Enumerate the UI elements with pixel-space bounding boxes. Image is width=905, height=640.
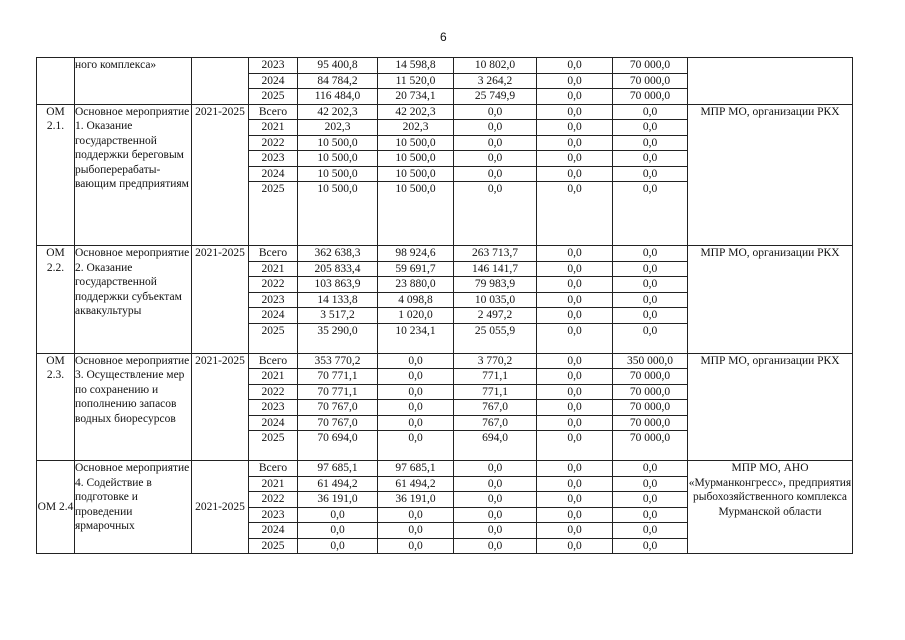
federal-budget-cell: 42 202,3	[378, 104, 454, 120]
extrabudget-cell: 350 000,0	[613, 353, 688, 369]
year-cell: Всего	[249, 461, 298, 477]
year-cell: 2024	[249, 308, 298, 324]
table-row	[37, 353, 853, 369]
local-budget-cell: 0,0	[537, 135, 613, 151]
total-cell: 84 784,2	[298, 73, 378, 89]
extrabudget-cell: 70 000,0	[613, 73, 688, 89]
total-cell: 0,0	[298, 538, 378, 554]
total-cell: 42 202,3	[298, 104, 378, 120]
extrabudget-cell: 70 000,0	[613, 58, 688, 74]
total-cell: 97 685,1	[298, 461, 378, 477]
year-cell: 2022	[249, 492, 298, 508]
measure-code-cell: ОМ 2.4	[37, 461, 75, 554]
extrabudget-cell: 70 000,0	[613, 384, 688, 400]
federal-budget-cell: 0,0	[378, 415, 454, 431]
federal-budget-cell: 98 924,6	[378, 246, 454, 262]
year-cell: 2024	[249, 415, 298, 431]
measure-period-cell: 2021-2025	[192, 246, 249, 354]
measure-name-cell: Основное мероприятие 3. Осуществление мер по сохранению и пополнению запасов водных биоресурсов	[75, 353, 192, 461]
local-budget-cell: 0,0	[537, 73, 613, 89]
measure-period-cell: 2021-2025	[192, 353, 249, 461]
regional-budget-cell: 0,0	[454, 507, 537, 523]
measure-name-cell: Основное мероприятие 2. Оказание государственной поддержки субъектам аквакультуры	[75, 246, 192, 354]
federal-budget-cell: 10 500,0	[378, 135, 454, 151]
measure-code-cell: ОМ 2.1.	[37, 104, 75, 246]
regional-budget-cell: 0,0	[454, 182, 537, 246]
year-cell: 2024	[249, 73, 298, 89]
regional-budget-cell: 771,1	[454, 369, 537, 385]
federal-budget-cell: 4 098,8	[378, 292, 454, 308]
federal-budget-cell: 59 691,7	[378, 261, 454, 277]
total-cell: 116 484,0	[298, 89, 378, 105]
federal-budget-cell: 10 500,0	[378, 182, 454, 246]
extrabudget-cell: 0,0	[613, 277, 688, 293]
year-cell: Всего	[249, 246, 298, 262]
federal-budget-cell: 10 500,0	[378, 166, 454, 182]
total-cell: 10 500,0	[298, 166, 378, 182]
executor-cell: МПР МО, организации РКХ	[688, 246, 853, 354]
page-number: 6	[440, 30, 447, 44]
year-cell: 2023	[249, 507, 298, 523]
table-row	[37, 104, 853, 120]
federal-budget-cell: 10 500,0	[378, 151, 454, 167]
extrabudget-cell: 0,0	[613, 166, 688, 182]
measure-name-cell: ного комплекса»	[75, 58, 192, 105]
table-row	[37, 461, 853, 477]
local-budget-cell: 0,0	[537, 538, 613, 554]
local-budget-cell: 0,0	[537, 523, 613, 539]
extrabudget-cell: 0,0	[613, 476, 688, 492]
executor-cell: МПР МО, организации РКХ	[688, 353, 853, 461]
measure-period-cell	[192, 58, 249, 105]
measure-code-cell: ОМ 2.2.	[37, 246, 75, 354]
extrabudget-cell: 0,0	[613, 104, 688, 120]
year-cell: 2025	[249, 323, 298, 353]
extrabudget-cell: 0,0	[613, 292, 688, 308]
executor-cell	[688, 58, 853, 105]
local-budget-cell: 0,0	[537, 400, 613, 416]
extrabudget-cell: 0,0	[613, 151, 688, 167]
regional-budget-cell: 79 983,9	[454, 277, 537, 293]
regional-budget-cell: 694,0	[454, 431, 537, 461]
total-cell: 70 771,1	[298, 369, 378, 385]
local-budget-cell: 0,0	[537, 292, 613, 308]
year-cell: 2022	[249, 277, 298, 293]
federal-budget-cell: 36 191,0	[378, 492, 454, 508]
federal-budget-cell: 0,0	[378, 369, 454, 385]
regional-budget-cell: 0,0	[454, 166, 537, 182]
regional-budget-cell: 263 713,7	[454, 246, 537, 262]
year-cell: 2023	[249, 400, 298, 416]
regional-budget-cell: 25 055,9	[454, 323, 537, 353]
extrabudget-cell: 0,0	[613, 492, 688, 508]
budget-table-body	[37, 58, 853, 554]
measure-name-cell: Основное мероприятие 1. Оказание государственной поддержки береговым рыбоперерабаты-вающим предприятиям	[75, 104, 192, 246]
regional-budget-cell: 0,0	[454, 151, 537, 167]
table-row	[37, 246, 853, 262]
local-budget-cell: 0,0	[537, 277, 613, 293]
regional-budget-cell: 0,0	[454, 120, 537, 136]
regional-budget-cell: 0,0	[454, 135, 537, 151]
executor-cell: МПР МО, организации РКХ	[688, 104, 853, 246]
year-cell: 2021	[249, 120, 298, 136]
year-cell: 2025	[249, 89, 298, 105]
total-cell: 10 500,0	[298, 182, 378, 246]
extrabudget-cell: 70 000,0	[613, 369, 688, 385]
regional-budget-cell: 767,0	[454, 400, 537, 416]
year-cell: 2024	[249, 166, 298, 182]
federal-budget-cell: 97 685,1	[378, 461, 454, 477]
measure-code-cell	[37, 58, 75, 105]
year-cell: 2022	[249, 135, 298, 151]
measure-period-cell: 2021-2025	[192, 104, 249, 246]
local-budget-cell: 0,0	[537, 431, 613, 461]
regional-budget-cell: 10 035,0	[454, 292, 537, 308]
total-cell: 0,0	[298, 507, 378, 523]
local-budget-cell: 0,0	[537, 151, 613, 167]
federal-budget-cell: 23 880,0	[378, 277, 454, 293]
year-cell: 2023	[249, 151, 298, 167]
year-cell: 2025	[249, 182, 298, 246]
year-cell: Всего	[249, 104, 298, 120]
year-cell: 2021	[249, 476, 298, 492]
extrabudget-cell: 0,0	[613, 323, 688, 353]
total-cell: 10 500,0	[298, 151, 378, 167]
local-budget-cell: 0,0	[537, 323, 613, 353]
local-budget-cell: 0,0	[537, 246, 613, 262]
measure-period-cell: 2021-2025	[192, 461, 249, 554]
total-cell: 353 770,2	[298, 353, 378, 369]
budget-table	[36, 57, 853, 554]
local-budget-cell: 0,0	[537, 461, 613, 477]
extrabudget-cell: 0,0	[613, 135, 688, 151]
regional-budget-cell: 767,0	[454, 415, 537, 431]
extrabudget-cell: 0,0	[613, 523, 688, 539]
measure-code-cell: ОМ 2.3.	[37, 353, 75, 461]
year-cell: 2025	[249, 538, 298, 554]
extrabudget-cell: 0,0	[613, 120, 688, 136]
regional-budget-cell: 146 141,7	[454, 261, 537, 277]
local-budget-cell: 0,0	[537, 182, 613, 246]
federal-budget-cell: 0,0	[378, 353, 454, 369]
local-budget-cell: 0,0	[537, 384, 613, 400]
regional-budget-cell: 3 264,2	[454, 73, 537, 89]
federal-budget-cell: 0,0	[378, 431, 454, 461]
federal-budget-cell: 202,3	[378, 120, 454, 136]
extrabudget-cell: 0,0	[613, 538, 688, 554]
total-cell: 35 290,0	[298, 323, 378, 353]
local-budget-cell: 0,0	[537, 58, 613, 74]
total-cell: 95 400,8	[298, 58, 378, 74]
extrabudget-cell: 70 000,0	[613, 431, 688, 461]
year-cell: 2023	[249, 292, 298, 308]
total-cell: 205 833,4	[298, 261, 378, 277]
local-budget-cell: 0,0	[537, 104, 613, 120]
year-cell: Всего	[249, 353, 298, 369]
total-cell: 14 133,8	[298, 292, 378, 308]
regional-budget-cell: 771,1	[454, 384, 537, 400]
total-cell: 3 517,2	[298, 308, 378, 324]
local-budget-cell: 0,0	[537, 89, 613, 105]
local-budget-cell: 0,0	[537, 120, 613, 136]
extrabudget-cell: 0,0	[613, 246, 688, 262]
extrabudget-cell: 70 000,0	[613, 415, 688, 431]
extrabudget-cell: 0,0	[613, 507, 688, 523]
extrabudget-cell: 0,0	[613, 261, 688, 277]
local-budget-cell: 0,0	[537, 308, 613, 324]
regional-budget-cell: 0,0	[454, 523, 537, 539]
total-cell: 202,3	[298, 120, 378, 136]
local-budget-cell: 0,0	[537, 261, 613, 277]
year-cell: 2023	[249, 58, 298, 74]
year-cell: 2022	[249, 384, 298, 400]
measure-name-cell: Основное мероприятие 4. Содействие в подготовке и проведении ярмарочных	[75, 461, 192, 554]
regional-budget-cell: 2 497,2	[454, 308, 537, 324]
total-cell: 0,0	[298, 523, 378, 539]
regional-budget-cell: 10 802,0	[454, 58, 537, 74]
federal-budget-cell: 20 734,1	[378, 89, 454, 105]
local-budget-cell: 0,0	[537, 476, 613, 492]
total-cell: 70 771,1	[298, 384, 378, 400]
federal-budget-cell: 0,0	[378, 538, 454, 554]
federal-budget-cell: 0,0	[378, 507, 454, 523]
extrabudget-cell: 70 000,0	[613, 89, 688, 105]
total-cell: 61 494,2	[298, 476, 378, 492]
regional-budget-cell: 3 770,2	[454, 353, 537, 369]
federal-budget-cell: 61 494,2	[378, 476, 454, 492]
total-cell: 36 191,0	[298, 492, 378, 508]
local-budget-cell: 0,0	[537, 492, 613, 508]
local-budget-cell: 0,0	[537, 166, 613, 182]
regional-budget-cell: 0,0	[454, 104, 537, 120]
total-cell: 70 767,0	[298, 415, 378, 431]
extrabudget-cell: 0,0	[613, 182, 688, 246]
total-cell: 70 767,0	[298, 400, 378, 416]
regional-budget-cell: 0,0	[454, 461, 537, 477]
local-budget-cell: 0,0	[537, 353, 613, 369]
federal-budget-cell: 0,0	[378, 400, 454, 416]
total-cell: 70 694,0	[298, 431, 378, 461]
federal-budget-cell: 0,0	[378, 523, 454, 539]
regional-budget-cell: 0,0	[454, 476, 537, 492]
extrabudget-cell: 0,0	[613, 461, 688, 477]
year-cell: 2024	[249, 523, 298, 539]
extrabudget-cell: 0,0	[613, 308, 688, 324]
regional-budget-cell: 0,0	[454, 492, 537, 508]
local-budget-cell: 0,0	[537, 369, 613, 385]
local-budget-cell: 0,0	[537, 507, 613, 523]
regional-budget-cell: 0,0	[454, 538, 537, 554]
total-cell: 362 638,3	[298, 246, 378, 262]
total-cell: 103 863,9	[298, 277, 378, 293]
table-row	[37, 58, 853, 74]
extrabudget-cell: 70 000,0	[613, 400, 688, 416]
year-cell: 2021	[249, 261, 298, 277]
federal-budget-cell: 1 020,0	[378, 308, 454, 324]
federal-budget-cell: 14 598,8	[378, 58, 454, 74]
federal-budget-cell: 0,0	[378, 384, 454, 400]
local-budget-cell: 0,0	[537, 415, 613, 431]
total-cell: 10 500,0	[298, 135, 378, 151]
federal-budget-cell: 11 520,0	[378, 73, 454, 89]
year-cell: 2021	[249, 369, 298, 385]
regional-budget-cell: 25 749,9	[454, 89, 537, 105]
year-cell: 2025	[249, 431, 298, 461]
executor-cell: МПР МО, АНО «Мурманконгресс», предприятия рыбохозяйственного комплекса Мурманской области	[688, 461, 853, 554]
federal-budget-cell: 10 234,1	[378, 323, 454, 353]
